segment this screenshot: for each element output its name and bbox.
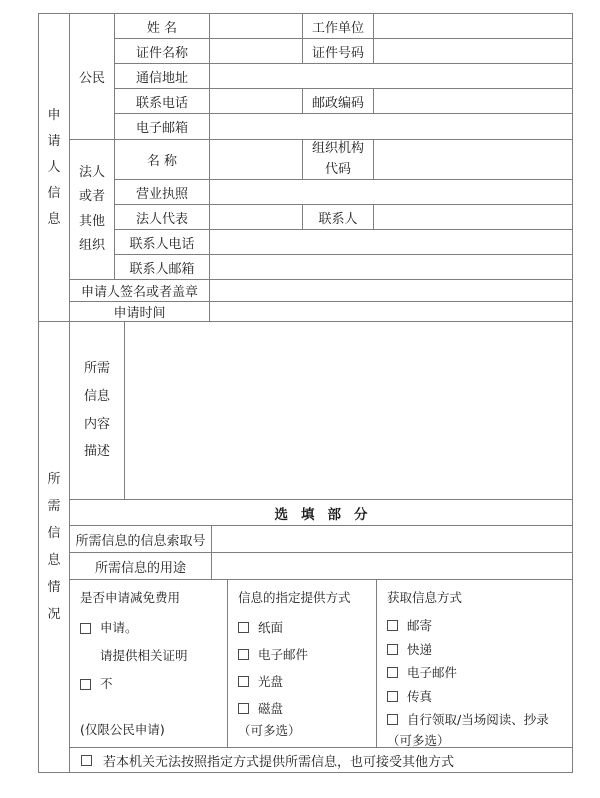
- fee-no-option[interactable]: [80, 670, 113, 698]
- delivery-cd-option[interactable]: [238, 668, 283, 695]
- org-code-label-cell: [303, 140, 374, 179]
- checkbox-fee-apply[interactable]: [80, 623, 91, 634]
- citizen-group: [70, 14, 572, 140]
- optional-header-row: [70, 500, 572, 526]
- delivery-disk-label: 磁盘: [258, 701, 284, 716]
- business-license-label: 营业执照: [115, 180, 210, 204]
- checkbox-delivery-disk[interactable]: [238, 703, 249, 714]
- obtain-selfpickup-label: 自行领取/当场阅读、抄录: [407, 712, 549, 727]
- required-section-label-cell: [39, 322, 70, 772]
- org-name-input-cell[interactable]: [210, 140, 303, 179]
- delivery-footnote: （可多选）: [238, 723, 301, 738]
- purpose-label: 所需信息的用途: [70, 553, 212, 579]
- checkbox-obtain-email[interactable]: [387, 667, 398, 678]
- description-label-cell: [70, 322, 125, 499]
- table-row: [115, 255, 572, 279]
- phone-input-cell[interactable]: [210, 89, 303, 113]
- delivery-cd-label: 光盘: [258, 674, 284, 689]
- table-row: [115, 14, 572, 39]
- obtain-mail-option[interactable]: [387, 614, 432, 638]
- id-number-input-cell[interactable]: [374, 39, 572, 63]
- fee-no-label: 不: [100, 676, 113, 691]
- signature-label: 申请人签名或者盖章: [70, 280, 210, 301]
- purpose-input-cell[interactable]: [212, 553, 572, 579]
- obtain-mail-label: 邮寄: [407, 618, 433, 633]
- work-unit-input-cell[interactable]: [374, 14, 572, 38]
- applicant-info-section: [39, 14, 572, 322]
- contact-email-input-cell[interactable]: [210, 255, 572, 279]
- obtain-email-option[interactable]: [387, 661, 457, 685]
- checkbox-obtain-mail[interactable]: [387, 620, 398, 631]
- legal-rep-label: 法人代表: [115, 205, 210, 229]
- legal-rep-input-cell[interactable]: [210, 205, 303, 229]
- fallback-note-label: 若本机关无法按照指定方式提供所需信息，也可接受其他方式: [103, 754, 455, 770]
- name-input-cell[interactable]: [210, 14, 303, 38]
- obtain-method-title: 获取信息方式: [387, 590, 463, 605]
- index-number-label: 所需信息的信息索取号: [70, 526, 212, 552]
- id-type-input-cell[interactable]: [210, 39, 303, 63]
- optional-section-header: 选填部分: [274, 506, 381, 523]
- fee-waiver-column: [70, 580, 228, 747]
- fee-apply-note: 请提供相关证明: [100, 648, 188, 663]
- org-name-label: 名 称: [115, 140, 210, 179]
- fallback-note-cell: [70, 748, 572, 772]
- table-row: [115, 114, 572, 139]
- required-info-section: [39, 322, 572, 772]
- table-row: [115, 180, 572, 205]
- address-label: 通信地址: [115, 64, 210, 88]
- contact-person-input-cell[interactable]: [374, 205, 572, 229]
- email-label: 电子邮箱: [115, 114, 210, 139]
- index-number-row: [70, 526, 572, 553]
- description-label: 所需信息内容描述: [83, 360, 110, 460]
- postcode-input-cell[interactable]: [374, 89, 572, 113]
- fee-footnote: (仅限公民申请): [80, 722, 165, 737]
- obtain-email-label: 电子邮件: [407, 665, 458, 680]
- signature-row: [70, 280, 572, 302]
- signature-input-cell[interactable]: [210, 280, 572, 301]
- delivery-paper-label: 纸面: [258, 620, 284, 635]
- apply-time-label: 申请时间: [70, 302, 210, 321]
- table-row: [115, 230, 572, 255]
- delivery-method-title: 信息的指定提供方式: [238, 590, 351, 605]
- apply-time-row: [70, 302, 572, 321]
- organization-group: [70, 140, 572, 280]
- fallback-note-row: [70, 748, 572, 772]
- purpose-row: [70, 553, 572, 580]
- postcode-label: 邮政编码: [303, 89, 374, 113]
- contact-email-label: 联系人邮箱: [115, 255, 210, 279]
- delivery-email-option[interactable]: [238, 641, 308, 668]
- org-group-label-cell: [70, 140, 115, 279]
- id-number-label: 证件号码: [303, 39, 374, 63]
- delivery-method-column: [228, 580, 377, 747]
- org-code-input-cell[interactable]: [374, 140, 572, 179]
- applicant-section-label: 申请人信息: [47, 107, 61, 227]
- delivery-paper-option[interactable]: [238, 614, 283, 641]
- obtain-express-option[interactable]: [387, 638, 432, 662]
- checkbox-fee-no[interactable]: [80, 679, 91, 690]
- email-input-cell[interactable]: [210, 114, 572, 139]
- apply-time-input-cell[interactable]: [210, 302, 572, 321]
- fee-waiver-title: 是否申请减免费用: [80, 590, 181, 605]
- applicant-section-label-cell: [39, 14, 70, 321]
- org-code-label: 组织机构代码: [311, 141, 364, 177]
- fee-apply-option[interactable]: [80, 614, 138, 642]
- checkbox-delivery-paper[interactable]: [238, 622, 249, 633]
- table-row: [115, 39, 572, 64]
- obtain-fax-option[interactable]: [387, 685, 432, 709]
- checkbox-obtain-express[interactable]: [387, 644, 398, 655]
- work-unit-label: 工作单位: [303, 14, 374, 38]
- options-row: [70, 580, 572, 748]
- phone-label: 联系电话: [115, 89, 210, 113]
- application-form-table: [38, 13, 573, 773]
- org-group-label: 法人或者其他组织: [78, 165, 105, 253]
- delivery-disk-option[interactable]: [238, 695, 283, 722]
- index-number-input-cell[interactable]: [212, 526, 572, 552]
- fee-apply-label: 申请。: [100, 620, 138, 635]
- citizen-group-label: 公民: [78, 71, 105, 86]
- checkbox-delivery-cd[interactable]: [238, 676, 249, 687]
- contact-phone-label: 联系人电话: [115, 230, 210, 254]
- table-row: [115, 205, 572, 230]
- name-label: 姓 名: [115, 14, 210, 38]
- delivery-email-label: 电子邮件: [258, 647, 309, 662]
- contact-person-label: 联系人: [303, 205, 374, 229]
- table-row: [115, 140, 572, 180]
- description-row: [70, 322, 572, 500]
- table-row: [115, 89, 572, 114]
- description-input-cell[interactable]: [125, 322, 572, 499]
- obtain-express-label: 快递: [407, 641, 433, 657]
- checkbox-delivery-email[interactable]: [238, 649, 249, 660]
- checkbox-fallback-accept[interactable]: [81, 755, 92, 766]
- business-license-input-cell[interactable]: [210, 180, 572, 204]
- obtain-fax-label: 传真: [407, 688, 433, 704]
- id-type-label: 证件名称: [115, 39, 210, 63]
- contact-phone-input-cell[interactable]: [210, 230, 572, 254]
- checkbox-obtain-selfpickup[interactable]: [387, 714, 398, 725]
- checkbox-obtain-fax[interactable]: [387, 691, 398, 702]
- obtain-method-column: [377, 580, 572, 747]
- required-section-label: 所需信息情况: [47, 472, 61, 622]
- address-input-cell[interactable]: [210, 64, 572, 88]
- obtain-footnote: （可多选）: [387, 732, 450, 747]
- citizen-group-label-cell: [70, 14, 115, 139]
- table-row: [115, 64, 572, 89]
- obtain-selfpickup-option[interactable]: [387, 708, 549, 732]
